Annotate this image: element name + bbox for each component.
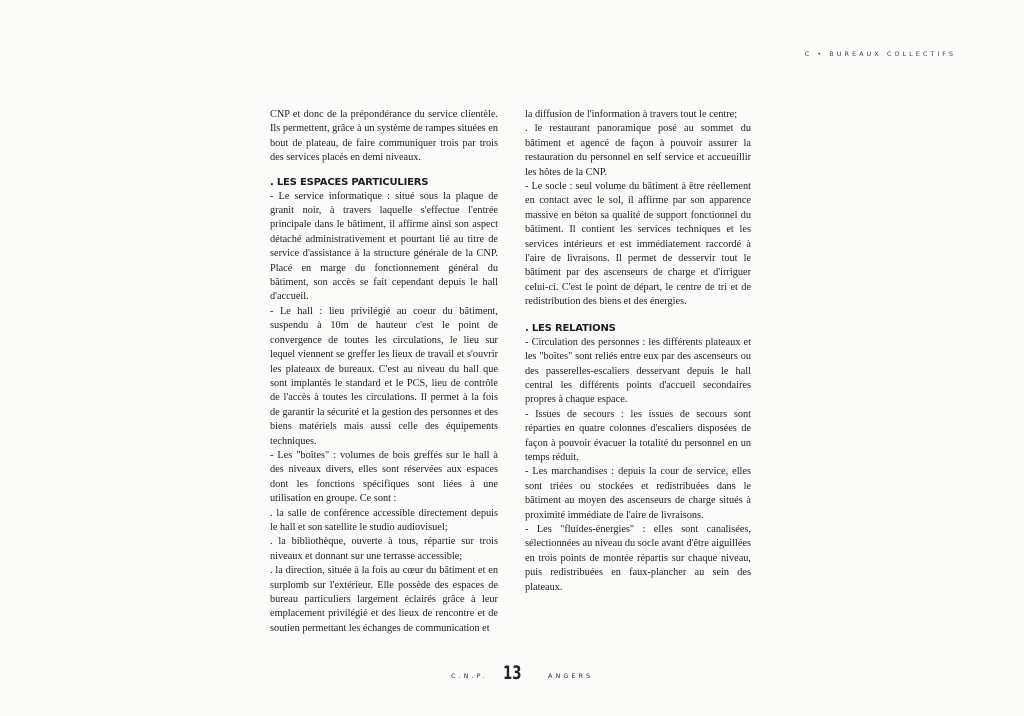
paragraph: la diffusion de l'information à travers tout le centre; bbox=[525, 109, 738, 120]
list-item: . la bibliothèque, ouverte à tous, répartie sur trois niveaux et donnant sur une terrasse accessible; bbox=[270, 536, 498, 562]
paragraph: - Les marchandises : depuis la cour de service, elles sont triées ou stockées et redistribuées dans le bâtiment au moyen des ascenseurs de charge situés à proximité immédiate de l'aire de livraisons. bbox=[525, 466, 751, 521]
paragraph: - Circulation des personnes : les différents plateaux et les "boîtes" sont reliés entre eux par des ascenseurs ou des passerelles-escaliers desservant depuis le hall central les différents points d'accueil secondaires propres à chaque espace. bbox=[525, 336, 751, 406]
list-item: . la salle de conférence accessible directement depuis le hall et son satellite le studio audiovisuel; bbox=[270, 507, 498, 533]
paragraph: - Les "boîtes" : volumes de bois greffés sur le hall à des niveaux divers, elles sont réservées aux espaces dont les fonctions spécifiques sont liées à une utilisation en groupe. Ce sont : bbox=[270, 449, 498, 505]
paragraph: - Issues de secours : les issues de secours sont réparties en quatre colonnes d'escaliers disposées de façon à pouvoir évacuer la totalité du personnel en un temps réduit. bbox=[525, 408, 751, 463]
footer-city: ANGERS bbox=[548, 672, 594, 680]
right-column bbox=[525, 108, 751, 595]
left-column bbox=[270, 108, 498, 636]
footer-client: C.N.P. bbox=[451, 672, 488, 680]
section-heading-espaces: . LES ESPACES PARTICULIERS bbox=[270, 176, 429, 188]
section-heading-relations: . LES RELATIONS bbox=[525, 322, 616, 334]
page-number: 13 bbox=[503, 662, 522, 684]
list-item: . le restaurant panoramique posé au sommet du bâtiment et agencé de façon à pouvoir assurer la restauration du personnel en self service et accueuillir les hôtes de la CNP. bbox=[525, 123, 751, 178]
running-header: C • BUREAUX COLLECTIFS bbox=[804, 50, 956, 58]
paragraph: - Le hall : lieu privilégié au coeur du bâtiment, suspendu à 10m de hauteur c'est le point de convergence de toutes les circulations, le lieu sur lequel viennent se greffer les lieux de travail et s'ouvrir les plateaux de bureaux. C'est au niveau du hall que sont implantés le standard et le PCS, lieu de contrôle de l'accès à toutes les circulations. Il permet à la fois de garantir la sécurité et la gestion des personnes et des biens matériels mais aussi celle des équipements techniques. bbox=[270, 305, 498, 447]
list-item: . la direction, située à la fois au cœur du bâtiment et en surplomb sur l'extérieur. Elle possède des espaces de bureau particuliers largement éclairés grâce à leur emplacement privilégié et des lieux de rencontre et de soutien permettant les échanges de communication et bbox=[270, 565, 498, 634]
paragraph: - Le service informatique : situé sous la plaque de granit noir, à travers laquelle s'effectue l'entrée principale dans le bâtiment, il affirme ainsi son aspect détaché administrativement et pourtant lié au titre de service d'assistance à la structure générale de la CNP. Placé en marge du fonctionnement général du bâtiment, son accès se fait cependant depuis le hall d'accueil. bbox=[270, 190, 498, 303]
paragraph: - Le socle : seul volume du bâtiment à être réellement en contact avec le sol, il affirme par son apparence massive en béton sa qualité de support fonctionnel du bâtiment. Il contient les services techniques et les services intérieurs et est immédiatement raccordé à l'aire de livraisons. Il permet de desservir tout le bâtiment par des ascenseurs de charge et d'irriguer celui-ci. C'est le point de départ, le centre de tri et de redistribution des biens et des énergies. bbox=[525, 181, 751, 308]
intro-paragraph: CNP et donc de la prépondérance du service clientèle. Ils permettent, grâce à un système de rampes situées en bout de plateau, de faire communiquer trois par trois des services placés en demi niveaux. bbox=[270, 109, 498, 164]
paragraph: - Les "fluides-énergies" : elles sont canalisées, sélectionnées au niveau du socle avant d'être aiguillées en trois points de montée répartis sur chaque niveau, puis redistribuées en faux-plancher au sein des plateaux. bbox=[525, 523, 751, 593]
